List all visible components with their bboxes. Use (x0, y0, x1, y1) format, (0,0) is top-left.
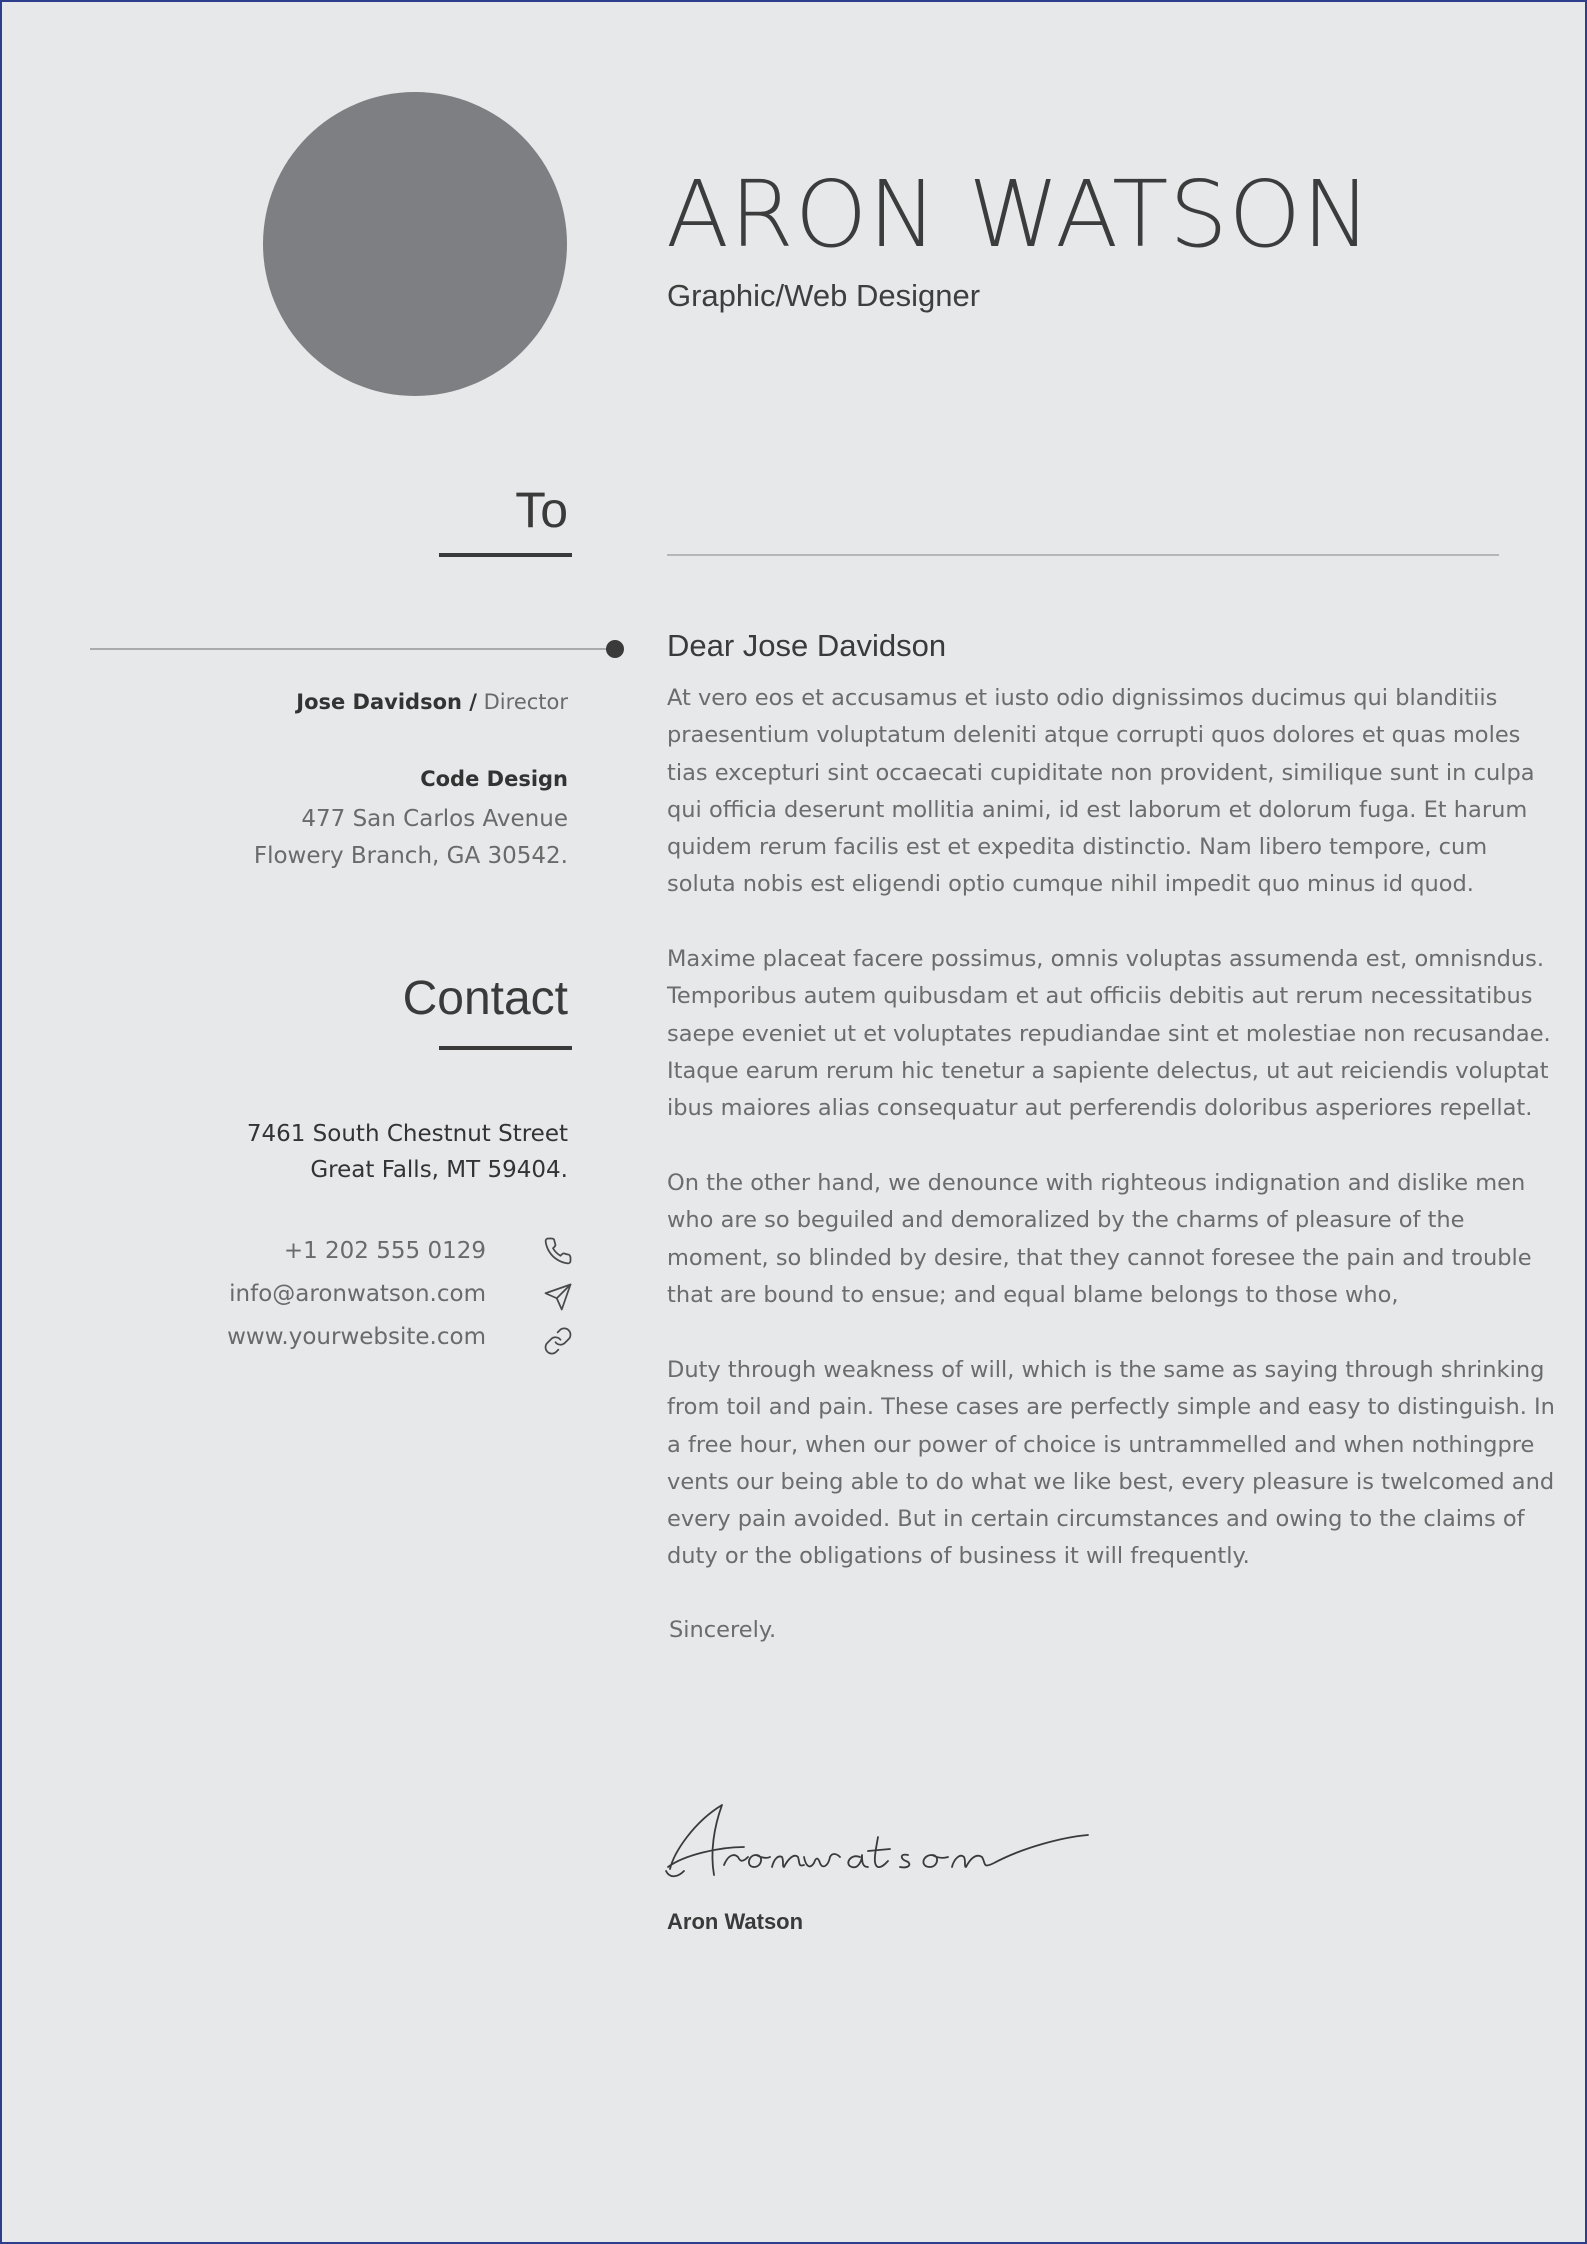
recipient-name: Jose Davidson / (296, 690, 477, 714)
paragraph-line: ibus maiores alias consequatur aut perferendis doloribus asperiores repellat. (667, 1095, 1533, 1122)
paragraph-line: from toil and pain. These cases are perfectly simple and easy to distinguish. In (667, 1394, 1555, 1421)
contact-address-line1: 7461 South Chestnut Street (246, 1121, 568, 1147)
paragraph-line: Duty through weakness of will, which is the same as saying through shrinking (667, 1357, 1545, 1383)
header-divider-rule (667, 554, 1499, 556)
paragraph-line: moment, so blinded by desire, that they cannot foresee the pain and trouble (667, 1244, 1532, 1271)
applicant-job-title: Graphic/Web Designer (667, 278, 981, 313)
to-section-title: To (515, 482, 568, 538)
signer-name: Aron Watson (667, 1909, 804, 1934)
applicant-name: ARON WATSON (666, 161, 1372, 268)
contact-phone: +1 202 555 0129 (283, 1238, 486, 1264)
paragraph-line: qui officia deserunt mollitia animi, id est laborum et dolorum fuga. Et harum (667, 796, 1528, 823)
paragraph-line: vents our being able to do what we like best, every pleasure is twelcomed and (667, 1468, 1555, 1495)
recipient-company: Code Design (420, 767, 568, 791)
letter-paragraph (667, 941, 1551, 1127)
handwritten-signature (664, 1797, 1094, 1887)
paragraph-line: Maxime placeat facere possimus, omnis voluptas assumenda est, omnisndus. (667, 946, 1545, 972)
recipient-line (296, 687, 568, 717)
link-icon (543, 1326, 573, 1356)
paragraph-line: tias excepturi sint occaecati cupiditate non provident, similique sunt in culpa (667, 759, 1535, 786)
recipient-address-line2: Flowery Branch, GA 30542. (253, 843, 568, 869)
paragraph-line: soluta nobis est eligendi optio cumque nihil impedit quo minus id quod. (667, 871, 1474, 898)
paragraph-line: quidem rerum facilis est et expedita distinctio. Nam libero tempore, cum (667, 834, 1488, 861)
paragraph-line: Temporibus autem quibusdam et aut officiis debitis aut rerum necessitatibus (667, 983, 1533, 1010)
contact-address-line2: Great Falls, MT 59404. (310, 1157, 568, 1183)
letter-paragraph (667, 1352, 1555, 1576)
letter-paragraph (667, 1165, 1532, 1314)
divider-dot (606, 640, 624, 658)
to-title-underline (439, 553, 572, 557)
letter-paragraph (667, 680, 1535, 904)
paragraph-line: praesentium voluptatum deleniti atque corrupti quos dolores et quas moles (667, 722, 1521, 749)
paragraph-line: every pain avoided. But in certain circumstances and owing to the claims of (667, 1506, 1525, 1533)
phone-icon (543, 1236, 573, 1266)
paragraph-line: saepe eveniet ut et voluptates repudiandae sint et molestiae non recusandae. (667, 1020, 1551, 1047)
letter-greeting: Dear Jose Davidson (667, 628, 947, 663)
left-divider-rule (90, 648, 615, 650)
paragraph-line: that are bound to ensue; and equal blame belongs to those who, (667, 1281, 1399, 1308)
paragraph-line: duty or the obligations of business it will frequently. (667, 1543, 1250, 1570)
recipient-address-line1: 477 San Carlos Avenue (301, 806, 568, 832)
paragraph-line: Itaque earum rerum hic tenetur a sapiente delectus, ut aut reiciendis voluptat (667, 1057, 1549, 1084)
letter-closing: Sincerely. (669, 1617, 777, 1643)
contact-section-title: Contact (402, 972, 568, 1025)
contact-website[interactable]: www.yourwebsite.com (227, 1324, 486, 1350)
send-icon (543, 1282, 573, 1312)
profile-photo-placeholder (263, 92, 567, 396)
contact-email[interactable]: info@aronwatson.com (229, 1281, 486, 1307)
paragraph-line: At vero eos et accusamus et iusto odio dignissimos ducimus qui blanditiis (667, 685, 1498, 711)
paragraph-line: who are so beguiled and demoralized by the charms of pleasure of the (667, 1207, 1465, 1234)
paragraph-line: On the other hand, we denounce with righteous indignation and dislike men (667, 1170, 1526, 1196)
recipient-role: Director (483, 690, 568, 714)
contact-title-underline (439, 1046, 572, 1050)
paragraph-line: a free hour, when our power of choice is untrammelled and when nothingpre (667, 1431, 1535, 1458)
